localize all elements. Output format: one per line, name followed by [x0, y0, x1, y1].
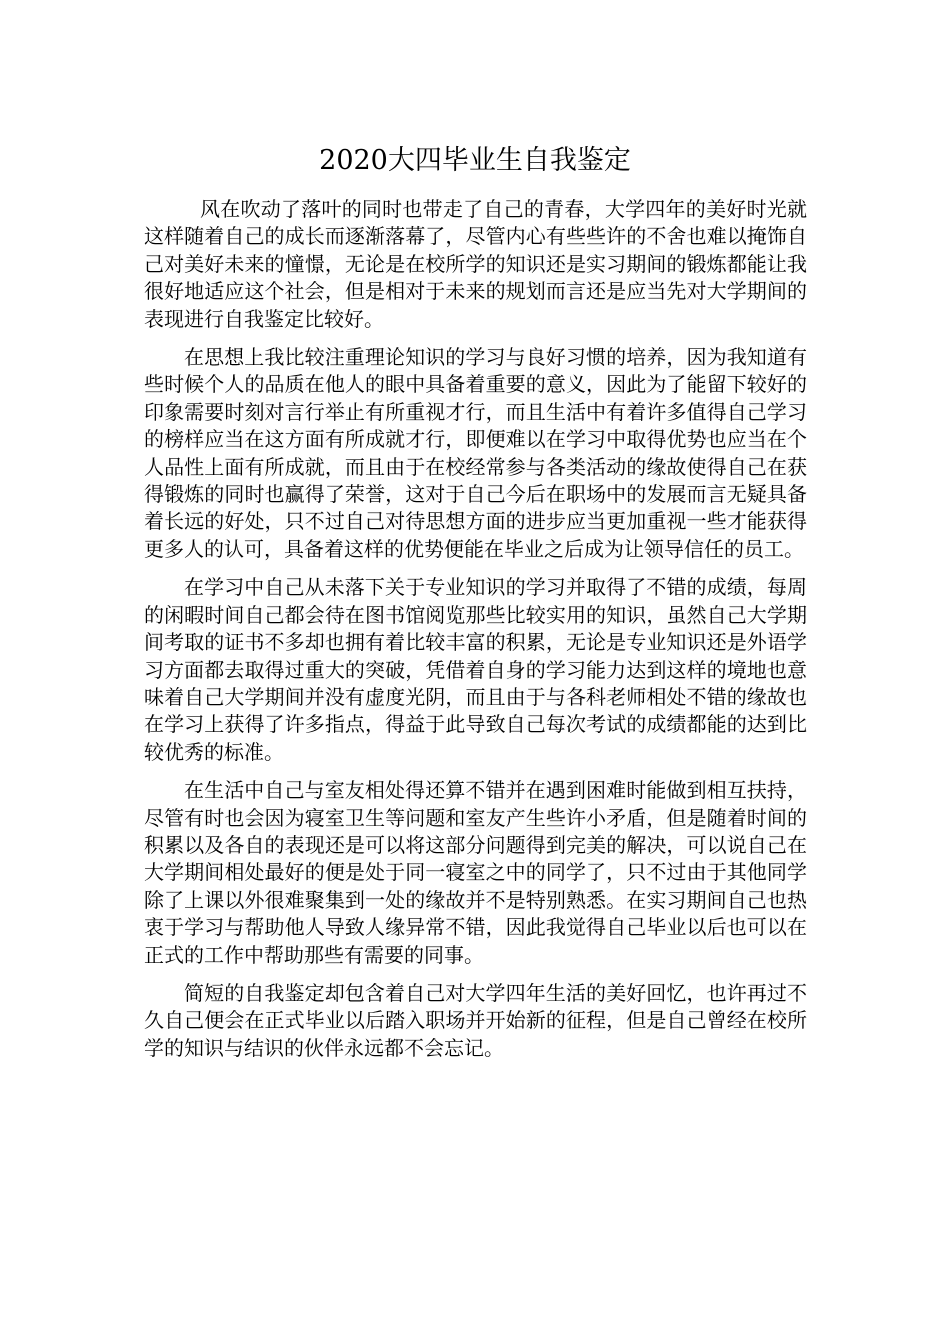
paragraph-thought: 在思想上我比较注重理论知识的学习与良好习惯的培养，因为我知道有些时候个人的品质在他人的眼中具备着重要的意义，因此为了能留下较好的印象需要时刻对言行举止有所重视才行，而且生活中有着许多值得自己学习的榜样应当在这方面有所成就才行，即便难以在学习中取得优势也应当在个人品性上面有所成就，而且由于在校经常参与各类活动的缘故使得自己在获得锻炼的同时也赢得了荣誉，这对于自己今后在职场中的发展而言无疑具备着长远的好处，只不过自己对待思想方面的进步应当更加重视一些才能获得更多人的认可，具备着这样的优势便能在毕业之后成为让领导信任的员工。 — [144, 345, 807, 561]
document-body — [144, 196, 807, 1073]
paragraph-study: 在学习中自己从未落下关于专业知识的学习并取得了不错的成绩，每周的闲暇时间自己都会待在图书馆阅览那些比较实用的知识，虽然自己大学期间考取的证书不多却也拥有着比较丰富的积累，无论是专业知识还是外语学习方面都去取得过重大的突破，凭借着自身的学习能力达到这样的境地也意味着自己大学期间并没有虚度光阴，而且由于与各科老师相处不错的缘故也在学习上获得了许多指点，得益于此导致自己每次考试的成绩都能的达到比较优秀的标准。 — [144, 575, 807, 764]
paragraph-life: 在生活中自己与室友相处得还算不错并在遇到困难时能做到相互扶持，尽管有时也会因为寝室卫生等问题和室友产生些许小矛盾，但是随着时间的积累以及各自的表现还是可以将这部分问题得到完美的解决，可以说自己在大学期间相处最好的便是处于同一寝室之中的同学了，只不过由于其他同学除了上课以外很难聚集到一处的缘故并不是特别熟悉。在实习期间自己也热衷于学习与帮助他人导致人缘异常不错，因此我觉得自己毕业以后也可以在正式的工作中帮助那些有需要的同事。 — [144, 778, 807, 967]
paragraph-conclusion: 简短的自我鉴定却包含着自己对大学四年生活的美好回忆，也许再过不久自己便会在正式毕业以后踏入职场并开始新的征程，但是自己曾经在校所学的知识与结识的伙伴永远都不会忘记。 — [144, 980, 807, 1060]
paragraph-intro: 风在吹动了落叶的同时也带走了自己的青春，大学四年的美好时光就这样随着自己的成长而逐渐落幕了，尽管内心有些些许的不舍也难以掩饰自己对美好未来的憧憬，无论是在校所学的知识还是实习期间的锻炼都能让我很好地适应这个社会，但是相对于未来的规划而言还是应当先对大学期间的表现进行自我鉴定比较好。 — [144, 197, 807, 331]
document-title: 2020大四毕业生自我鉴定 — [319, 145, 631, 176]
